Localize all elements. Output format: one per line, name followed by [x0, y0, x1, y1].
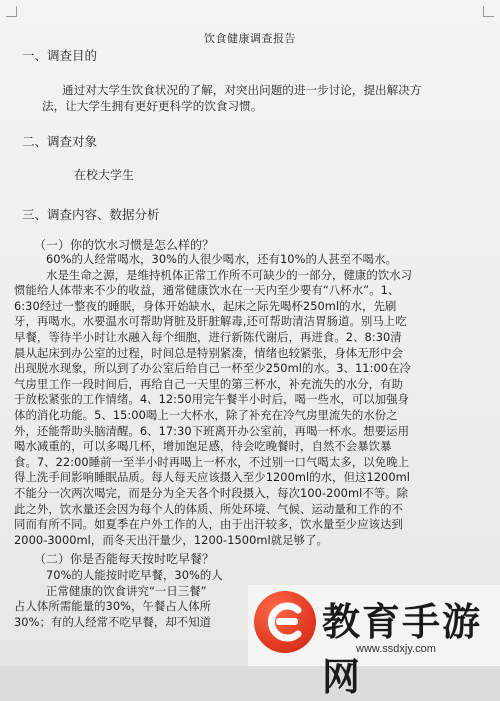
breakfast-line: 30%；有的人经常不吃早餐，却不知道	[14, 614, 212, 629]
water-line: 于放松紧张的工作情绪。4、12:50用完午餐半小时后，喝一些水，可以加强身	[14, 392, 410, 407]
water-line: 2000-3000ml，而冬天出汗量少，1200-1500ml就足够了。	[14, 532, 328, 547]
water-line: 出现脱水现象，所以到了办公室后给自己一杯至少250ml的水。3、11:00在冷	[14, 361, 411, 376]
purpose-line-2: 法，让大学生拥有更好更科学的饮食习惯。	[42, 99, 263, 113]
watermark-logo-icon	[254, 591, 316, 653]
section-heading-purpose: 一、调查目的	[22, 48, 98, 63]
page-corner-mark	[6, 6, 17, 17]
water-line: 60%的人经常喝水，30%的人很少喝水，还有10%的人甚至不喝水。	[46, 252, 397, 266]
document-title: 饮食健康调查报告	[204, 32, 296, 45]
water-line: 食。7、22:00睡前一至半小时再喝上一杯水，不过别一口气喝太多，以免晚上	[14, 454, 410, 469]
breakfast-line: 70%的人能按时吃早餐，30%的人	[46, 568, 223, 582]
water-line: 惯能给人体带来不少的收益，通常健康饮水在一天内至少要有“八杯水”。1、	[14, 283, 400, 298]
question-heading-water: （一）你的饮水习惯是怎么样的？	[34, 238, 215, 252]
water-line: 此之外，饮水量还会因为每个人的体质、所处环境、气候、运动量和工作的不	[14, 501, 403, 516]
water-line: 牙，再喝水。水要温水可帮助肾脏及肝脏解毒,还可帮助清洁胃肠道。别马上吃	[14, 314, 407, 329]
water-line: 早餐，等待半小时让水融入每个细胞，进行新陈代谢后，再进食。2、8:30清	[14, 329, 402, 344]
water-line: 喝水减重的，可以多喝几杯，增加饱足感，待会吃晚餐时，自然不会暴饮暴	[14, 439, 392, 454]
watermark-site-name: 教育手游网	[322, 599, 483, 699]
site-watermark	[248, 585, 500, 699]
water-line: 晨从起床到办公室的过程，时间总是特别紧凑，情绪也较紧张，身体无形中会	[14, 345, 403, 360]
water-line: 同而有所不同。如夏季在户外工作的人，由于出汗较多，饮水量至少应该达到	[14, 517, 403, 532]
water-line: 不能分一次两次喝完，而是分为全天各个时段摄入，每次100-200ml不等。除	[14, 485, 409, 500]
water-line: 得上洗手间影响睡眠品质。每人每天应该摄入至少1200ml的水，但这1200ml	[14, 470, 410, 485]
water-line: 6:30经过一整夜的睡眠，身体开始缺水，起床之际先喝杯250ml的水，先刷	[14, 298, 397, 313]
water-line: 气房里工作一段时间后，再给自己一天里的第三杯水，补充流失的水分，有助	[14, 376, 403, 391]
breakfast-line: 正常健康的饮食讲究“一日三餐”	[46, 583, 207, 598]
water-line: 外，还能帮助头脑清醒。6、17:30下班离开办公室前，再喝一杯水。想要运用	[14, 423, 410, 438]
page-corner-mark	[483, 6, 494, 17]
breakfast-line: 占人体所需能量的30%，午餐占人体所	[14, 599, 212, 614]
water-line: 体的消化功能。5、15:00喝上一大杯水，除了补充在冷气房里流失的水份之	[14, 407, 398, 422]
question-heading-breakfast: （二）你是否能每天按时吃早餐？	[34, 552, 215, 566]
subjects-text: 在校大学生	[74, 168, 135, 182]
section-heading-analysis: 三、调查内容、数据分析	[22, 207, 160, 222]
water-paragraph	[14, 252, 476, 548]
water-line: 水是生命之源，是维持机体正常工作所不可缺少的一部分，健康的饮水习	[46, 267, 413, 282]
section-heading-subjects: 二、调查对象	[22, 134, 98, 149]
purpose-line-1: 通过对大学生饮食状况的了解，对突出问题的进一步讨论，提出解决方	[62, 83, 422, 97]
watermark-site-url: www.ssdxjy.com	[356, 643, 436, 655]
